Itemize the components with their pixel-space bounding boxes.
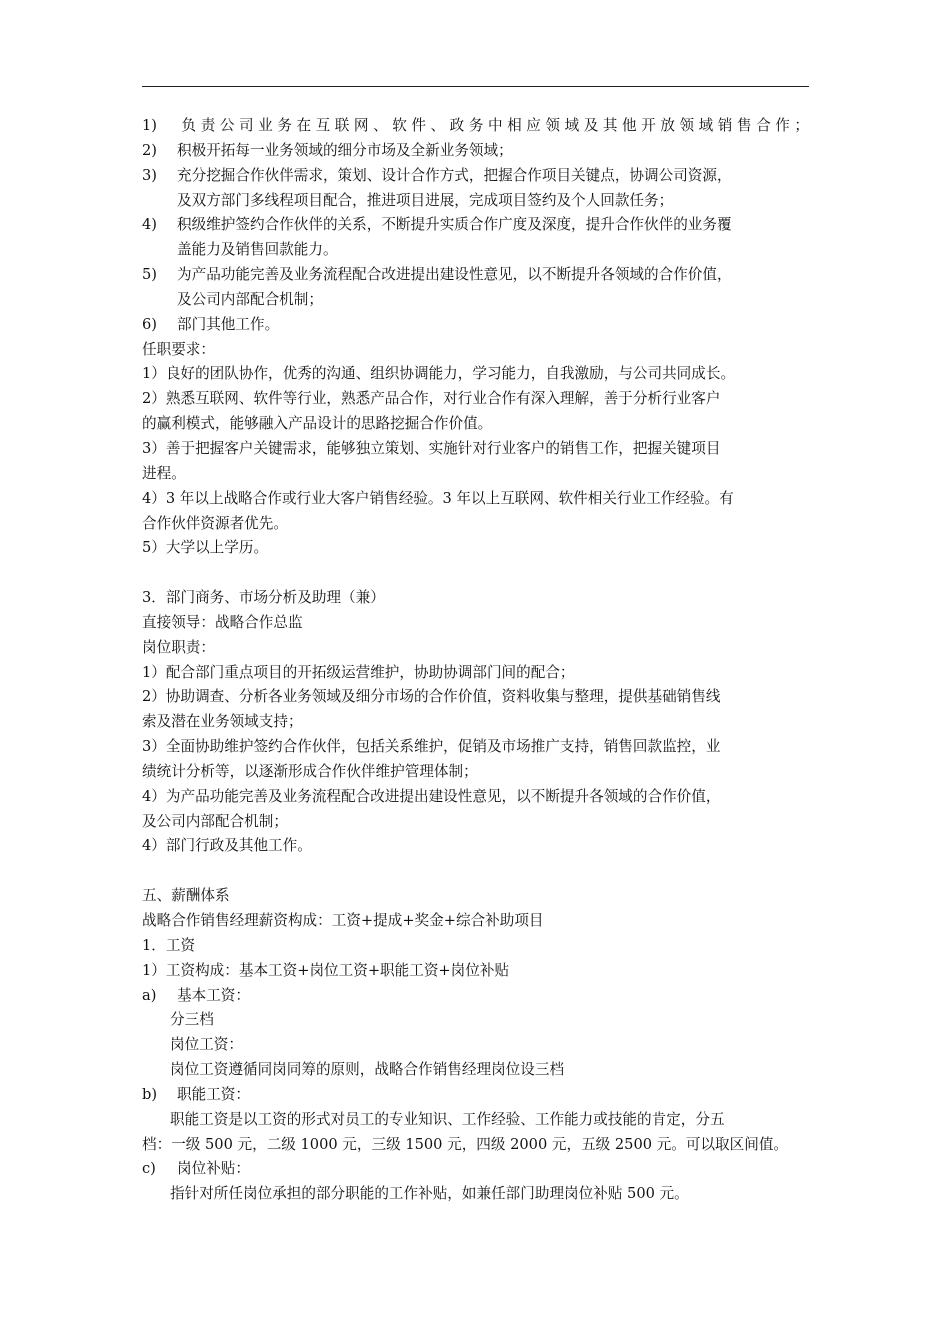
function-wage-text-1: 职能工资是以工资的形式对员工的专业知识、工作经验、工作能力或技能的肯定，分五 xyxy=(170,1110,725,1128)
duty-number: 1) xyxy=(142,117,157,134)
duty-text: 负责公司业务在互联网、软件、政务中相应领域及其他开放领域销售合作； xyxy=(177,117,809,134)
section3-item-2: 2）协助调查、分析各业务领域及细分市场的合作价值，资料收集与整理，提供基础销售线 xyxy=(142,688,721,706)
item-letter: c) xyxy=(142,1160,156,1178)
requirements-heading: 任职要求： xyxy=(142,340,215,358)
item-label: 基本工资： xyxy=(177,986,250,1004)
duty-text: 部门其他工作。 xyxy=(177,315,280,333)
duty-text: 积级维护签约合作伙伴的关系，不断提升实质合作广度及深度，提升合作伙伴的业务覆 xyxy=(177,216,732,234)
section3-item-4: 4）为产品功能完善及业务流程配合改进提出建设性意见，以不断提升各领域的合作价值， xyxy=(142,787,721,805)
duty-number: 2) xyxy=(142,141,157,159)
duty-4 xyxy=(142,213,809,238)
section3-duties-heading: 岗位职责： xyxy=(142,638,215,656)
function-wage-label xyxy=(142,1083,809,1108)
duty-text: 充分挖掘合作伙伴需求，策划、设计合作方式，把握合作项目关键点，协调公司资源， xyxy=(177,166,732,184)
post-wage-text: 岗位工资遵循同岗同筹的原则，战略合作销售经理岗位设三档 xyxy=(170,1061,565,1079)
function-wage-text-2: 档：一级 500 元，二级 1000 元，三级 1500 元，四级 2000 元，五级 2500 元。可以取区间值。 xyxy=(142,1135,789,1153)
base-wage-tiers: 分三档 xyxy=(170,1011,214,1029)
spacer xyxy=(142,561,809,586)
requirement-2-cont: 的赢利模式，能够融入产品设计的思路挖掘合作价值。 xyxy=(142,415,493,433)
duty-text: 为产品功能完善及业务流程配合改进提出建设性意见，以不断提升各领域的合作价值， xyxy=(177,266,732,284)
header-rule xyxy=(142,86,809,87)
duty-number: 6) xyxy=(142,315,157,333)
duty-5 xyxy=(142,263,809,288)
section3-item-2-cont: 索及潜在业务领域支持； xyxy=(142,713,303,731)
duty-number: 5) xyxy=(142,266,157,284)
duty-2 xyxy=(142,139,809,164)
section3-title: 3．部门商务、市场分析及助理（兼） xyxy=(142,589,385,607)
duty-1 xyxy=(142,114,809,139)
section3-leader: 直接领导：战略合作总监 xyxy=(142,613,303,631)
base-wage-label xyxy=(142,984,809,1009)
requirement-5: 5）大学以上学历。 xyxy=(142,539,269,557)
post-allowance-text: 指针对所任岗位承担的部分职能的工作补贴，如兼任部门助理岗位补贴 500 元。 xyxy=(170,1185,689,1203)
document-body xyxy=(142,114,809,1207)
duty-3-cont: 及双方部门多线程项目配合，推进项目进展，完成项目签约及个人回款任务； xyxy=(177,191,674,209)
post-wage-label: 岗位工资： xyxy=(170,1036,243,1054)
duty-3 xyxy=(142,164,809,189)
requirement-4: 4）3 年以上战略合作或行业大客户销售经验。3 年以上互联网、软件相关行业工作经验。有 xyxy=(142,489,734,507)
item-letter: b) xyxy=(142,1085,158,1103)
requirement-3-cont: 进程。 xyxy=(142,464,186,482)
item-label: 职能工资： xyxy=(177,1085,250,1103)
item-letter: a) xyxy=(142,986,157,1004)
duty-text: 积极开拓每一业务领域的细分市场及全新业务领域； xyxy=(177,141,513,159)
post-allowance-label xyxy=(142,1157,809,1182)
section5-title: 五、薪酬体系 xyxy=(142,887,230,905)
wage-structure: 1）工资构成：基本工资+岗位工资+职能工资+岗位补贴 xyxy=(142,961,510,979)
duty-5-cont: 及公司内部配合机制； xyxy=(177,290,323,308)
wage-title: 1．工资 xyxy=(142,936,196,954)
section3-item-3-cont: 绩统计分析等，以逐渐形成合作伙伴维护管理体制； xyxy=(142,762,478,780)
salary-composition: 战略合作销售经理薪资构成：工资+提成+奖金+综合补助项目 xyxy=(142,912,544,929)
duty-number: 3) xyxy=(142,166,157,184)
duty-6 xyxy=(142,313,809,338)
requirement-2: 2）熟悉互联网、软件等行业，熟悉产品合作，对行业合作有深入理解，善于分析行业客户 xyxy=(142,390,721,408)
duty-number: 4) xyxy=(142,216,157,234)
section3-item-3: 3）全面协助维护签约合作伙伴，包括关系维护，促销及市场推广支持，销售回款监控，业 xyxy=(142,738,721,756)
section3-item-1: 1）配合部门重点项目的开拓级运营维护，协助协调部门间的配合； xyxy=(142,663,575,681)
requirement-3: 3）善于把握客户关键需求，能够独立策划、实施针对行业客户的销售工作，把握关键项目 xyxy=(142,439,721,457)
spacer xyxy=(142,859,809,884)
section3-item-5: 4）部门行政及其他工作。 xyxy=(142,837,312,855)
duties-list xyxy=(142,114,809,338)
section3-item-4-cont: 及公司内部配合机制； xyxy=(142,812,288,830)
requirement-1: 1）良好的团队协作，优秀的沟通、组织协调能力，学习能力，自我激励，与公司共同成长。 xyxy=(142,365,736,383)
item-label: 岗位补贴： xyxy=(177,1160,250,1178)
duty-4-cont: 盖能力及销售回款能力。 xyxy=(177,241,338,259)
requirement-4-cont: 合作伙伴资源者优先。 xyxy=(142,514,288,532)
